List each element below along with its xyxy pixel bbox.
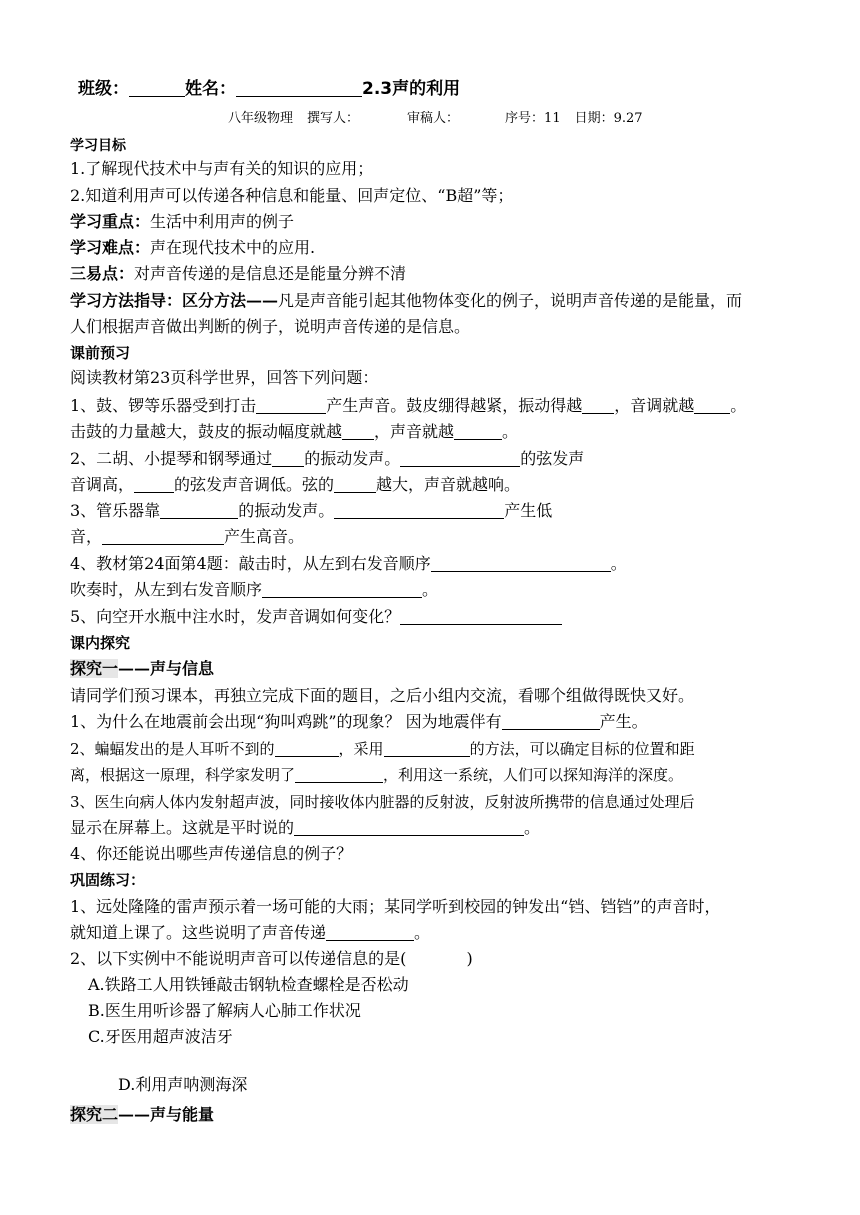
answer-blank[interactable] [384,740,470,757]
answer-blank[interactable] [454,423,502,440]
preview-q4-line1: 4、教材第24面第4题：敲击时，从左到右发音顺序 。 [70,554,627,573]
answer-blank[interactable] [256,397,326,414]
explore-2-heading: 探究二——声与能量 [70,1105,215,1124]
preview-q5: 5、向空开水瓶中注水时，发声音调如何变化？ [70,605,562,629]
explore-heading: 课内探究 [70,634,131,652]
answer-blank[interactable] [400,450,520,467]
answer-blank[interactable] [294,819,524,836]
preview-q4-line2: 吹奏时，从左到右发音顺序 。 [70,580,439,599]
answer-blank[interactable] [262,581,422,598]
practice-option-d: D.利用声呐测海深 [118,1075,248,1094]
preview-q3-line1: 3、管乐器靠 的振动发声。 产生低 [70,501,553,520]
answer-blank[interactable] [400,608,562,625]
preview-q1-line2: 击鼓的力量越大，鼓皮的振动幅度就越 ，声音就越 。 [70,422,519,441]
practice-option-a: A.铁路工人用铁锤敲击钢轨检查螺栓是否松动 [88,975,409,994]
practice-q2: 2、以下实例中不能说明声音可以传递信息的是( ) [70,949,473,968]
goal-1: 1.了解现代技术中与声有关的知识的应用； [70,159,374,178]
explore-q2-line2: 离，根据这一原理，科学家发明了 ，利用这一系统，人们可以探知海洋的深度。 [70,766,684,784]
preview-q2-line2: 音调高， 的弦发声音调低。弦的 越大，声音就越响。 [70,475,521,494]
explore-q4: 4、你还能说出哪些声传递信息的例子？ [70,844,353,863]
preview-intro: 阅读教材第23页科学世界，回答下列问题： [70,368,379,387]
answer-blank[interactable] [431,555,611,572]
explore-q1: 1、为什么在地震前会出现“狗叫鸡跳”的现象？ 因为地震伴有 产生。 [70,712,648,731]
answer-blank[interactable] [272,450,304,467]
practice-option-b: B.医生用听诊器了解病人心肺工作状况 [88,1001,361,1020]
meta-reviewer: 审稿人： [407,111,460,126]
answer-blank[interactable] [326,924,414,941]
worksheet-title [78,74,460,99]
lesson-title: 2.3声的利用 [362,79,461,99]
class-blank [129,80,185,97]
name-label: 姓名： [185,79,236,99]
meta-date: 日期：9.27 [574,111,643,126]
explore-q2-line1: 2、蝙蝠发出的是人耳听不到的 ，采用 的方法，可以确定目标的位置和距 [70,740,695,758]
answer-blank[interactable] [295,766,383,783]
method-line-2: 人们根据声音做出判断的例子，说明声音传递的是信息。 [70,317,471,336]
meta-author: 撰写人： [307,111,360,126]
class-label: 班级： [78,79,129,99]
answer-blank[interactable] [582,397,614,414]
answer-blank[interactable] [342,423,374,440]
name-blank [236,80,362,97]
answer-blank[interactable] [160,502,238,519]
answer-blank[interactable] [334,502,504,519]
goals-heading: 学习目标 [70,138,126,154]
difficulty-point: 学习难点：声在现代技术中的应用. [70,238,316,257]
answer-blank[interactable] [694,397,730,414]
meta-line [228,107,657,126]
answer-blank[interactable] [275,740,339,757]
easy-mistake: 三易点：对声音传递的是信息还是能量分辨不清 [70,264,407,283]
explore-intro: 请同学们预习课本，再独立完成下面的题目，之后小组内交流，看哪个组做得既快又好。 [70,686,695,705]
explore-1-heading: 探究一——声与信息 [70,659,215,678]
answer-blank[interactable] [134,476,174,493]
answer-blank[interactable] [334,476,376,493]
preview-heading: 课前预习 [70,344,131,362]
method-line-1: 学习方法指导：区分方法——凡是声音能引起其他物体变化的例子，说明声音传递的是能量，而 [70,291,743,310]
practice-option-c: C.牙医用超声波洁牙 [88,1027,233,1046]
preview-q2-line1: 2、二胡、小提琴和钢琴通过 的振动发声。 的弦发声 [70,449,585,468]
practice-q1-line2: 就知道上课了。这些说明了声音传递 。 [70,923,431,942]
explore-q3-line1: 3、医生向病人体内发射超声波，同时接收体内脏器的反射波，反射波所携带的信息通过处理后 [70,793,695,811]
answer-blank[interactable] [502,713,600,730]
key-point: 学习重点：生活中利用声的例子 [70,212,295,231]
meta-grade: 八年级物理 [228,111,294,126]
practice-q1-line1: 1、远处隆隆的雷声预示着一场可能的大雨；某同学听到校园的钟发出“铛、铛铛”的声音时， [70,897,721,916]
preview-q3-line2: 音， 产生高音。 [70,527,305,546]
explore-q3-line2: 显示在屏幕上。这就是平时说的 。 [70,818,541,837]
preview-q1-line1: 1、鼓、锣等乐器受到打击 产生声音。鼓皮绷得越紧，振动得越 ，音调就越 。 [70,396,747,415]
practice-heading: 巩固练习： [70,871,146,889]
goal-2: 2.知道利用声可以传递各种信息和能量、回声定位、“B超”等； [70,186,514,205]
answer-blank[interactable] [102,528,224,545]
meta-serial: 序号：11 [505,111,561,126]
